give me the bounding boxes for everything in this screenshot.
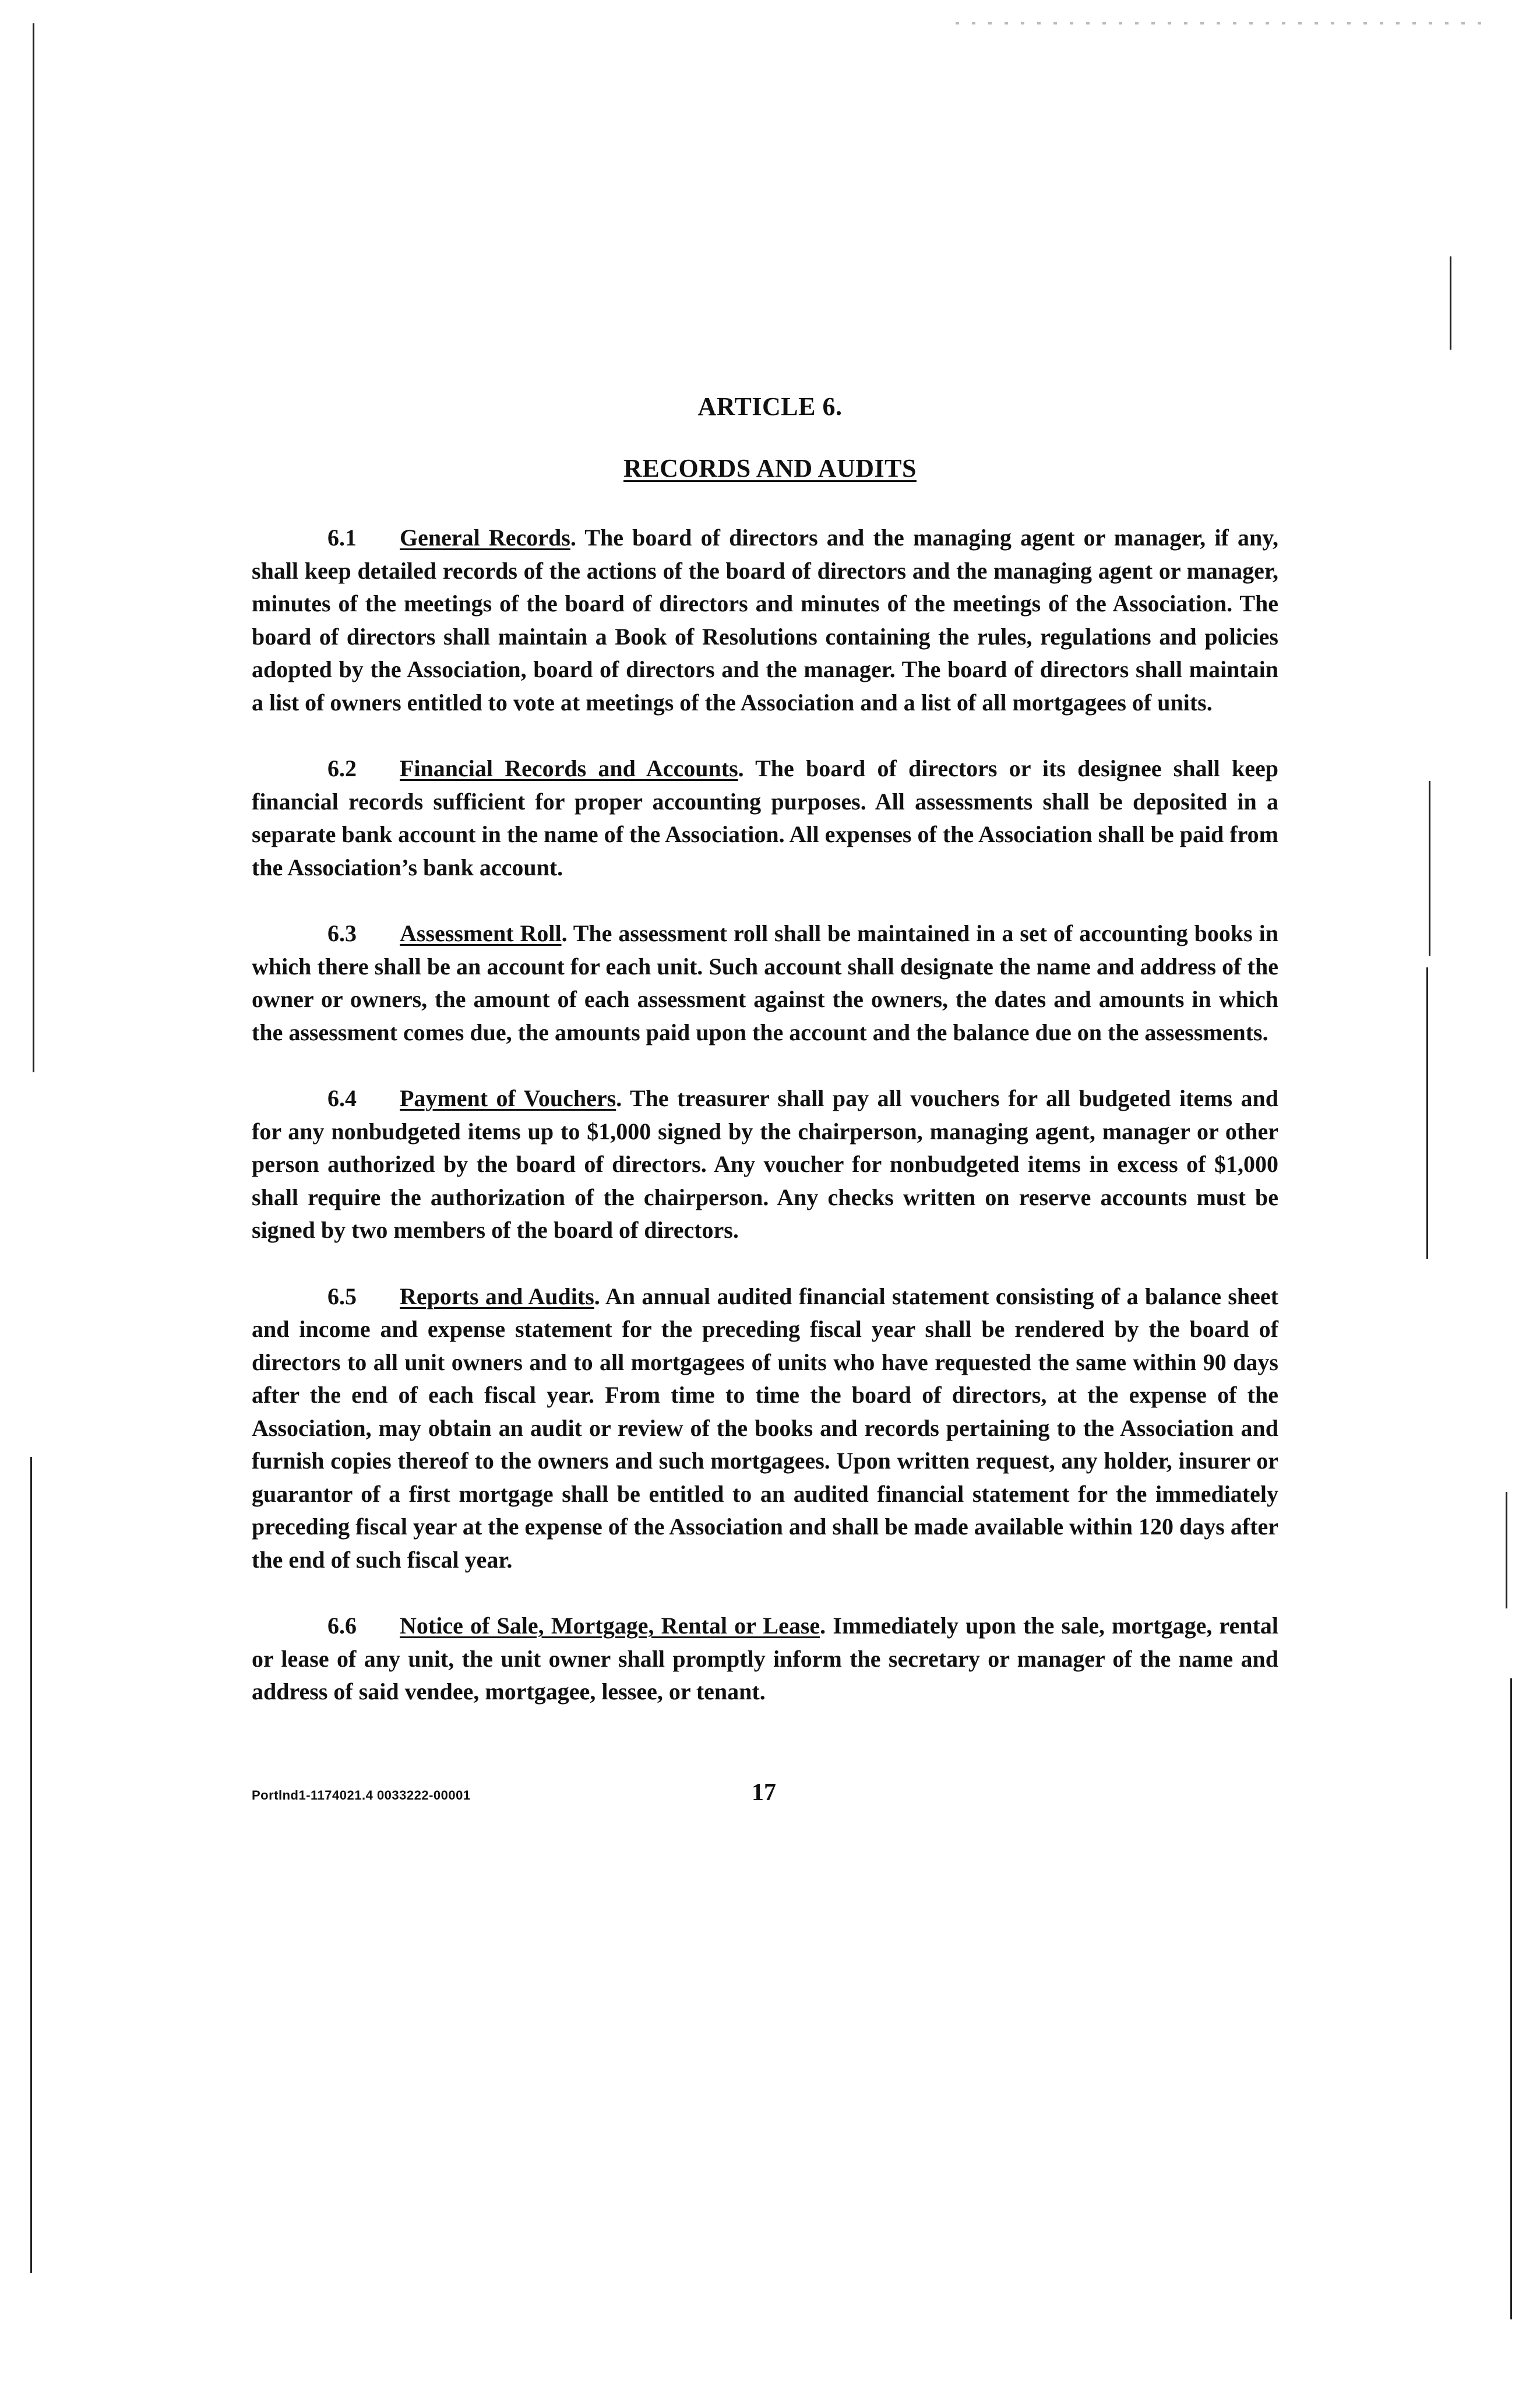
section-number: 6.4 <box>327 1085 357 1111</box>
section-title: Reports and Audits <box>400 1283 594 1309</box>
section-6-5: 6.5 Reports and Audits. An annual audited financial statement consisting of a balance sheet and income and expense statement for the preceding fiscal year shall be rendered by the board of directors to all unit owners and to all mortgagees of units who have requested the same within 90 days after the end of each fiscal year. From time to time the board of directors, at the expense of the Association, may obtain an audit or review of the books and records pertaining to the Association and furnish copies thereof to the owners and such mortgagees. Upon written request, any holder, insurer or guarantor of a first mortgage shall be entitled to an audited financial statement for the immediately preceding fiscal year at the expense of the Association and shall be made available within 120 days after the end of such fiscal year. <box>252 1280 1278 1577</box>
section-text: The assessment roll shall be maintained in a set of accounting books in which there shall be an account for each unit. Such account shall designate the name and address of the owner or owners, the amount of each assessment against the owners, the dates and amounts in which the assessment comes due, the amounts paid upon the account and the balance due on the assessments. <box>252 920 1278 1045</box>
scan-edge-right <box>1510 1678 1512 2319</box>
article-heading: ARTICLE 6. <box>697 392 843 421</box>
section-number: 6.6 <box>327 1613 357 1639</box>
section-title: Notice of Sale, Mortgage, Rental or Lease <box>400 1613 820 1639</box>
section-title: Financial Records and Accounts <box>400 755 738 781</box>
section-text: An annual audited financial statement consisting of a balance sheet and income and expense statement for the preceding fiscal year shall be rendered by the board of directors to all unit owners and to all mortgagees of units who have requested the same within 90 days after the end of each fiscal year. From time to time the board of directors, at the expense of the Association, may obtain an audit or review of the books and records pertaining to the Association and furnish copies thereof to the owners and such mortgagees. Upon written request, any holder, insurer or guarantor of a first mortgage shall be entitled to an audited financial statement for the immediately preceding fiscal year at the expense of the Association and shall be made available within 120 days after the end of such fiscal year. <box>252 1283 1278 1573</box>
section-number: 6.5 <box>327 1283 357 1309</box>
section-6-3: 6.3 Assessment Roll. The assessment roll shall be maintained in a set of accounting books in which there shall be an account for each unit. Such account shall designate the name and address of the owner or owners, the amount of each assessment against the owners, the dates and amounts in which the assessment comes due, the amounts paid upon the account and the balance due on the assessments. <box>252 917 1278 1049</box>
section-6-4: 6.4 Payment of Vouchers. The treasurer shall pay all vouchers for all budgeted items and for any nonbudgeted items up to $1,000 signed by the chairperson, managing agent, manager or other person authorized by the board of directors. Any voucher for nonbudgeted items in excess of $1,000 shall require the authorization of the chairperson. Any checks written on reserve accounts must be signed by two members of the board of directors. <box>252 1082 1278 1247</box>
scan-edge-right <box>1426 967 1428 1259</box>
scan-edge-right <box>1506 1492 1507 1608</box>
section-text: Immediately upon the sale, mortgage, rental or lease of any unit, the unit owner shall promptly inform the secretary or manager of the name and address of said vendee, mortgagee, lessee, or tenant. <box>252 1613 1278 1705</box>
section-text: The board of directors and the managing agent or manager, if any, shall keep detailed records of the actions of the board of directors and the managing agent or manager, minutes of the meetings of the board of directors and minutes of the meetings of the Association. The board of directors shall maintain a Book of Resolutions containing the rules, regulations and policies adopted by the Association, board of directors and the manager. The board of directors shall maintain a list of owners entitled to vote at meetings of the Association and a list of all mortgagees of units. <box>252 524 1278 716</box>
section-6-2: 6.2 Financial Records and Accounts. The board of directors or its designee shall keep financial records sufficient for proper accounting purposes. All assessments shall be deposited in a separate bank account in the name of the Association. All expenses of the Association shall be paid from the Association’s bank account. <box>252 752 1278 884</box>
scan-edge-right <box>1450 256 1451 350</box>
section-number: 6.2 <box>327 755 357 781</box>
document-body <box>252 522 1278 1742</box>
page-number: 17 <box>752 1779 776 1806</box>
section-title: Assessment Roll <box>400 920 562 946</box>
scan-edge-left <box>33 23 34 1072</box>
section-number: 6.3 <box>327 920 357 946</box>
section-title: General Records <box>400 524 570 551</box>
section-6-6: 6.6 Notice of Sale, Mortgage, Rental or Lease. Immediately upon the sale, mortgage, rental or lease of any unit, the unit owner shall promptly inform the secretary or manager of the name and address of said vendee, mortgagee, lessee, or tenant. <box>252 1610 1278 1709</box>
article-title: RECORDS AND AUDITS <box>623 454 917 483</box>
section-text: The board of directors or its designee shall keep financial records sufficient for proper accounting purposes. All assessments shall be deposited in a separate bank account in the name of the Association. All expenses of the Association shall be paid from the Association’s bank account. <box>252 755 1278 881</box>
scan-edge-right <box>1429 781 1430 956</box>
section-title: Payment of Vouchers <box>400 1085 616 1111</box>
section-6-1: 6.1 General Records. The board of directors and the managing agent or manager, if any, shall keep detailed records of the actions of the board of directors and the managing agent or manager, minutes of the meetings of the board of directors and minutes of the meetings of the Association. The board of directors shall maintain a Book of Resolutions containing the rules, regulations and policies adopted by the Association, board of directors and the manager. The board of directors shall maintain a list of owners entitled to vote at meetings of the Association and a list of all mortgagees of units. <box>252 522 1278 719</box>
scan-edge-left-lower <box>30 1457 32 2273</box>
document-id: Portlnd1-1174021.4 0033222-00001 <box>252 1788 471 1802</box>
scan-speckle <box>956 22 1492 24</box>
section-text: The treasurer shall pay all vouchers for all budgeted items and for any nonbudgeted items up to $1,000 signed by the chairperson, managing agent, manager or other person authorized by the board of directors. Any voucher for nonbudgeted items in excess of $1,000 shall require the authorization of the chairperson. Any checks written on reserve accounts must be signed by two members of the board of directors. <box>252 1085 1278 1243</box>
section-number: 6.1 <box>327 524 357 551</box>
